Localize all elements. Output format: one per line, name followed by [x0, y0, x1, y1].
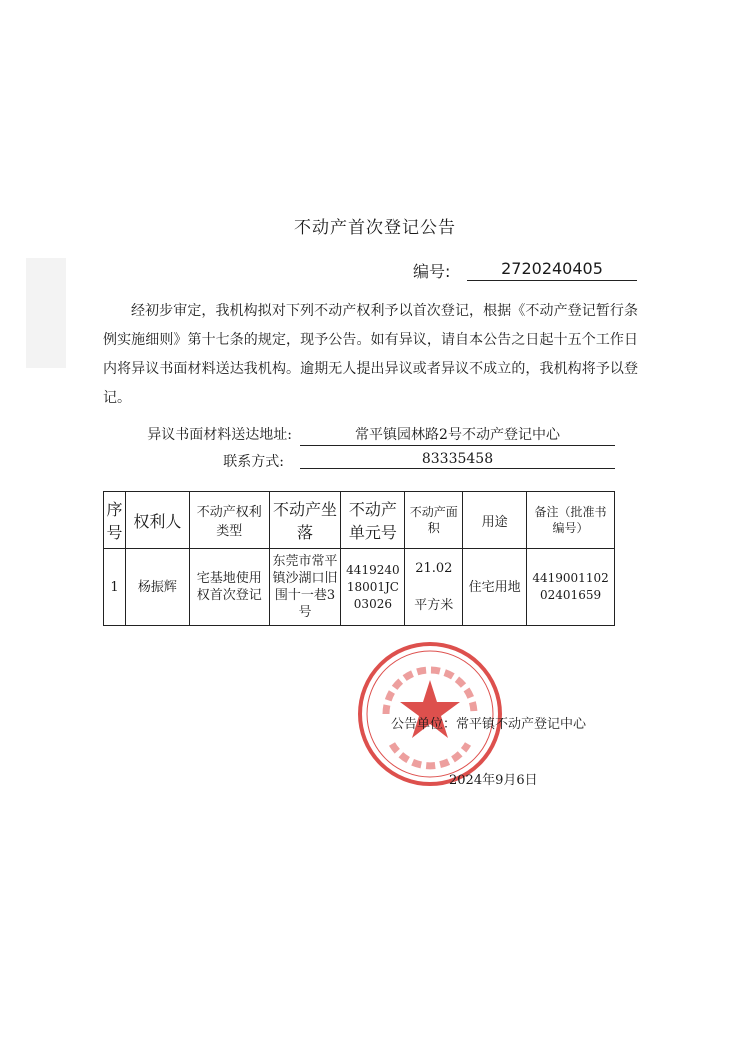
table-row	[104, 549, 615, 626]
header-location: 不动产坐落	[269, 492, 341, 549]
area-unit: 平方米	[414, 598, 454, 613]
cell-unit-no: 441924018001JC03026	[341, 549, 405, 626]
cell-area	[405, 549, 463, 626]
serial-label: 编号:	[413, 262, 451, 281]
header-usage: 用途	[463, 492, 527, 549]
contact-value: 83335458	[300, 451, 615, 469]
cell-location: 东莞市常平镇沙湖口旧围十一巷3号	[269, 549, 341, 626]
header-remark: 备注（批准书编号）	[527, 492, 615, 549]
cell-remark: 441900110202401659	[527, 549, 615, 626]
table-header-row	[104, 492, 615, 549]
serial-value: 2720240405	[467, 259, 637, 281]
contact-label: 联系方式:	[223, 454, 284, 470]
cell-right-type: 宅基地使用权首次登记	[189, 549, 269, 626]
scan-shadow	[26, 258, 66, 368]
objection-address-label: 异议书面材料送达地址:	[147, 427, 292, 443]
cell-no: 1	[104, 549, 126, 626]
page-title: 不动产首次登记公告	[294, 218, 456, 238]
header-no: 序号	[104, 492, 126, 549]
issuer-line: 公告单位：常平镇不动产登记中心	[391, 717, 587, 732]
area-value: 21.02	[415, 561, 453, 576]
intro-paragraph: 经初步审定，我机构拟对下列不动产权利予以首次登记，根据《不动产登记暂行条例实施细则》第十七条的规定，现予公告。如有异议，请自本公告之日起十五个工作日内将异议书面材料送达我机构。逾期无人提出异议或者异议不成立的，我机构将予以登记。	[103, 303, 638, 406]
header-area: 不动产面积	[405, 492, 463, 549]
header-holder: 权利人	[125, 492, 189, 549]
objection-address-value: 常平镇园林路2号不动产登记中心	[300, 424, 615, 446]
seal-arc-text-bottom	[392, 744, 468, 766]
header-unit-no: 不动产单元号	[341, 492, 405, 549]
header-right-type: 不动产权利类型	[189, 492, 269, 549]
cell-holder: 杨振辉	[125, 549, 189, 626]
cell-usage: 住宅用地	[463, 549, 527, 626]
registration-table	[103, 491, 615, 626]
issue-date: 2024年9月6日	[449, 773, 538, 788]
